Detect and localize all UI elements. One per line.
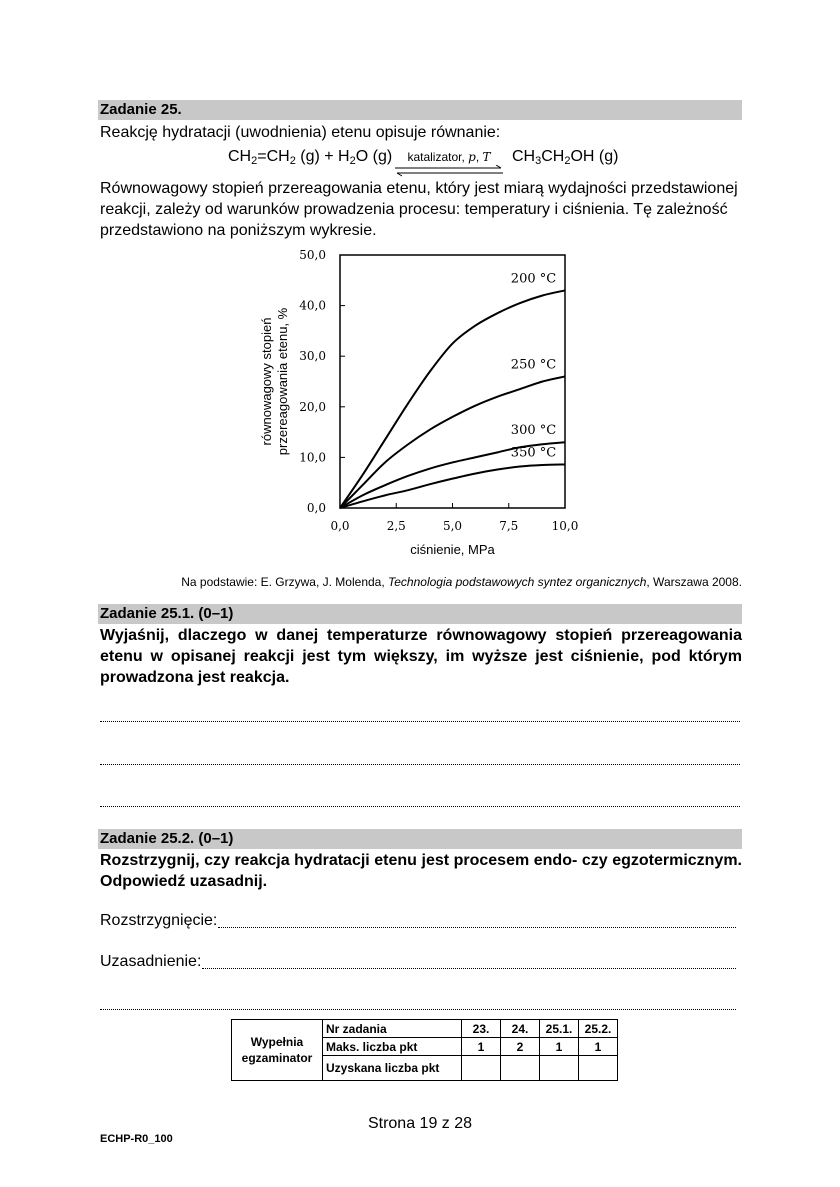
series-label: 300 °C <box>510 423 557 439</box>
task-number-cell: 24. <box>501 1020 540 1038</box>
grader-label-1: Wypełnia <box>250 1035 304 1049</box>
max-points-cell: 1 <box>462 1038 501 1056</box>
obtained-points-cell[interactable] <box>540 1056 579 1081</box>
y-tick-label: 20,0 <box>299 399 326 414</box>
page-number: Strona 19 z 28 <box>367 1115 473 1132</box>
series-line <box>340 464 565 508</box>
x-tick-label: 7,5 <box>499 519 519 533</box>
y-tick-label: 0,0 <box>306 501 326 515</box>
task-25-2-header <box>98 829 742 849</box>
x-tick-label: 0,0 <box>330 519 350 533</box>
row-label-task-number: Nr zadania <box>323 1020 462 1038</box>
answer-line[interactable] <box>100 995 736 1010</box>
task-25-title: Zadanie 25. <box>100 101 182 118</box>
series-label: 200 °C <box>510 271 557 287</box>
task-number-cell: 25.1. <box>540 1020 579 1038</box>
grader-label-2: egzaminator <box>241 1051 313 1065</box>
obtained-points-cell[interactable] <box>579 1056 618 1081</box>
y-tick-label: 10,0 <box>299 450 326 465</box>
series-line <box>340 290 565 508</box>
source-book: Technologia podstawowych syntez organicznych <box>388 575 647 589</box>
catalyst-label: katalizator, p, T <box>407 150 491 164</box>
source-prefix: Na podstawie: E. Grzywa, J. Molenda, <box>181 575 389 589</box>
series-label: 250 °C <box>510 357 557 373</box>
task-number-cell: 23. <box>462 1020 501 1038</box>
reaction-equation: $CH_2=CH_2$ $(g) + H_2O$ (g) <box>228 148 393 167</box>
max-points-cell: 1 <box>540 1038 579 1056</box>
y-axis-label: równowagowy stopień <box>259 317 274 446</box>
y-tick-label: 40,0 <box>299 298 326 313</box>
obtained-points-cell[interactable] <box>462 1056 501 1081</box>
task-25-header <box>98 100 742 120</box>
max-points-cell: 2 <box>501 1038 540 1056</box>
x-tick-label: 5,0 <box>442 519 463 533</box>
grading-table <box>231 1019 618 1081</box>
task-25-description: Równowagowy stopień przereagowania etenu, który jest miarą wydajności przedstawionej reakcji, zależy od warunków prowadzenia procesu: temperatury i ciśnienia. Tę zależność przedstawiono na poniższym wykresie. <box>100 180 738 239</box>
equilibrium-arrows-icon <box>393 165 505 177</box>
y-tick-label: 30,0 <box>299 349 326 364</box>
task-25-2-question: Rozstrzygnij, czy reakcja hydratacji etenu jest procesem endo- czy egzotermicznym. Odpowiedź uzasadnij. <box>100 852 742 890</box>
x-axis-label: ciśnienie, MPa <box>410 542 495 557</box>
series-label: 350 °C <box>510 445 557 461</box>
document-code: ECHP-R0_100 <box>100 1133 173 1145</box>
series-line <box>340 376 565 508</box>
answer-line[interactable] <box>100 707 740 722</box>
chart <box>240 245 600 565</box>
row-label-obtained-points: Uzyskana liczba pkt <box>323 1056 462 1081</box>
reason-answer-line[interactable] <box>202 954 736 969</box>
task-25-1-question: Wyjaśnij, dlaczego w danej temperaturze równowagowy stopień przereagowania etenu w opisanej reakcji jest tym większy, im wyższe jest ciśnienie, pod którym prowadzona jest reakcja. <box>100 627 742 686</box>
row-label-max-points: Maks. liczba pkt <box>323 1038 462 1056</box>
task-25-1-title: Zadanie 25.1. (0–1) <box>100 605 234 622</box>
y-tick-label: 50,0 <box>299 248 326 262</box>
answer-line[interactable] <box>100 792 740 807</box>
task-25-1-header <box>98 604 742 624</box>
answer-line[interactable] <box>100 750 740 765</box>
task-25-2-title: Zadanie 25.2. (0–1) <box>100 830 234 847</box>
max-points-cell: 1 <box>579 1038 618 1056</box>
plot-frame <box>340 255 565 508</box>
y-axis-label: przereagowania etenu, % <box>275 307 290 456</box>
x-tick-label: 2,5 <box>386 519 406 533</box>
source-suffix: , Warszawa 2008. <box>646 575 742 589</box>
decision-label: Rozstrzygnięcie: <box>100 912 218 929</box>
task-number-cell: 25.2. <box>579 1020 618 1038</box>
grader-cell <box>232 1020 323 1081</box>
reaction-product: $CH_3CH_2OH$ (g) <box>512 148 619 167</box>
decision-answer-line[interactable] <box>218 913 736 928</box>
reason-label: Uzasadnienie: <box>100 953 202 970</box>
task-25-intro: Reakcję hydratacji (uwodnienia) etenu opisuje równanie: <box>100 124 501 141</box>
x-tick-label: 10,0 <box>551 519 579 533</box>
obtained-points-cell[interactable] <box>501 1056 540 1081</box>
source-note <box>148 575 742 589</box>
